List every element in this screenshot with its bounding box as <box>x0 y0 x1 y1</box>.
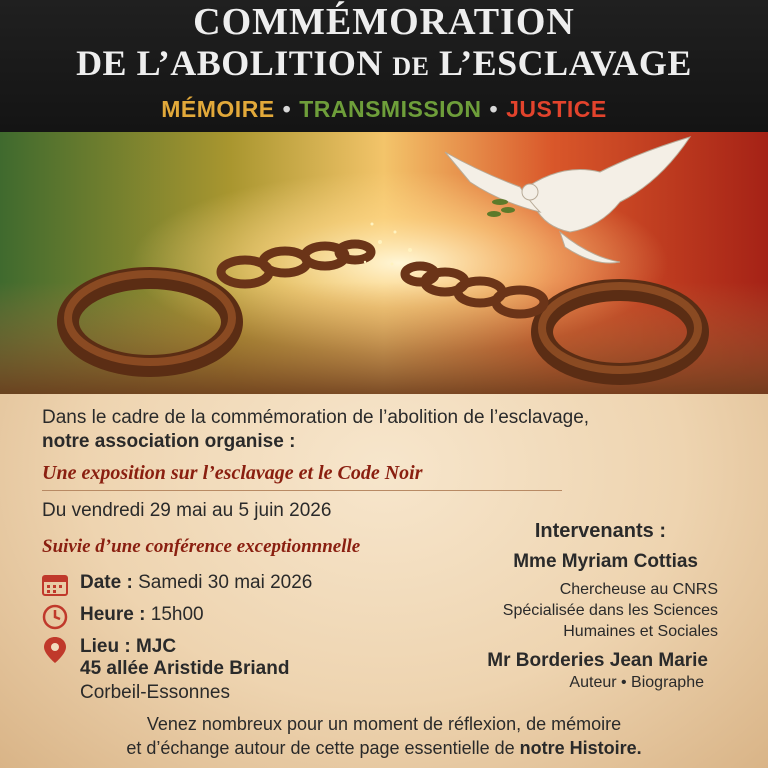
footer-invitation: Venez nombreux pour un moment de réflexion, de mémoire et d’échange autour de cette page essentielle de notre Histoire. <box>126 714 642 758</box>
speakers-title: Intervenants : <box>534 520 666 542</box>
address-line-1: 45 allée Aristide Briand <box>80 658 290 679</box>
speaker-1-role: Spécialisée dans les Sciences <box>502 602 718 619</box>
exhibition-dates: Du vendredi 29 mai au 5 juin 2026 <box>42 500 332 521</box>
tagline-transmission: TRANSMISSION <box>299 96 482 122</box>
speaker-1-name: Mme Myriam Cottias <box>513 551 698 572</box>
hero-illustration <box>0 132 768 394</box>
title-line-1: COMMÉMORATION <box>193 1 575 43</box>
calendar-icon <box>42 572 68 596</box>
tagline: MÉMOIRE • TRANSMISSION • JUSTICE <box>161 96 607 122</box>
speaker-1-role: Chercheuse au CNRS <box>559 581 718 598</box>
location-pin-icon <box>42 636 68 664</box>
poster-header <box>0 0 768 132</box>
speakers-block <box>388 520 718 693</box>
exhibition-title: Une exposition sur l’esclavage et le Code Noir <box>42 462 423 484</box>
address-line-2: Corbeil-Essonnes <box>80 682 230 703</box>
intro-text: Dans le cadre de la commémoration de l’abolition de l’esclavage, notre association organise : <box>42 407 590 452</box>
speaker-2-role: Auteur • Biographe <box>569 674 704 691</box>
clock-icon <box>42 604 68 630</box>
speaker-2-name: Mr Borderies Jean Marie <box>487 650 708 671</box>
broken-chains-illustration <box>0 132 768 394</box>
event-details: Dans le cadre de la commémoration de l’abolition de l’esclavage, notre association organise : Une exposition sur l’esclavage et le Code Noir Du vendredi 29 mai au 5 juin 2026 Suivie d’une conférence exceptionnnelle Date : Samedi 30 mai 2026 Heure : 15h00 Lieu : MJC 45 allée Aristide Briand Corbeil-Essonnes Intervenants : Mme Myriam Cottias Chercheuse au CNRS Spécialisée dans les Sciences Humaines et Sociales Mr Borderies Jean Marie Auteur • Biographe Venez nombreux pour un moment de réflexion, de mémoire et d’échange autour de cette page essentielle de notre Histoire. <box>0 394 768 768</box>
title-line-2: DE L’ABOLITION DE L’ESCLAVAGE <box>76 43 692 83</box>
conference-title: Suivie d’une conférence exceptionnnelle <box>42 536 361 557</box>
divider <box>42 490 562 491</box>
tagline-memoire: MÉMOIRE <box>161 96 275 122</box>
speaker-1-role: Humaines et Sociales <box>563 623 718 640</box>
tagline-justice: JUSTICE <box>506 96 607 122</box>
